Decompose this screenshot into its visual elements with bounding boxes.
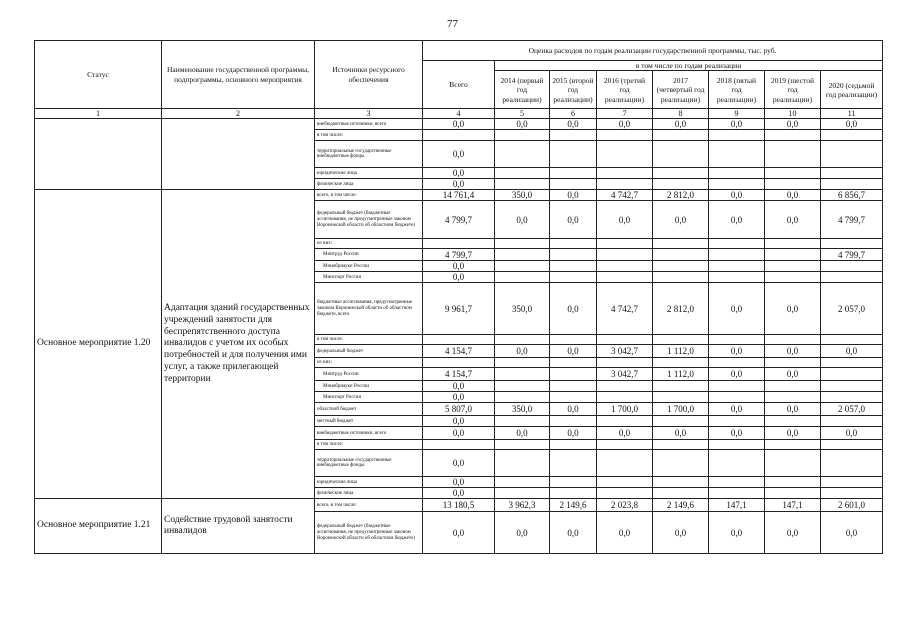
year-value [597,477,653,488]
year-value: 0,0 [495,119,550,130]
source-label: в том числе: [315,335,423,345]
year-value [709,261,765,272]
total-value: 4 154,7 [423,368,495,381]
year-value [765,335,821,345]
col-number: 6 [550,109,597,119]
source-label: Минобрнауки России [315,381,423,392]
source-label: территориальные государственные внебюджетные фонды [315,141,423,168]
total-value: 5 807,0 [423,403,495,416]
year-value [709,130,765,141]
col-number: 9 [709,109,765,119]
year-value [495,368,550,381]
header-status: Статус [35,41,162,109]
year-value: 0,0 [550,427,597,440]
year-value [653,261,709,272]
source-label: Минобрнауки России [315,261,423,272]
year-value [597,335,653,345]
year-value: 0,0 [765,119,821,130]
year-value: 0,0 [550,512,597,554]
year-value [765,249,821,261]
year-value [597,168,653,179]
year-value [550,392,597,403]
year-value: 0,0 [495,345,550,358]
header-total: Всего [423,61,495,109]
year-value: 4 799,7 [821,201,883,239]
year-value [765,168,821,179]
year-value [550,416,597,427]
year-value: 0,0 [709,427,765,440]
year-value [653,239,709,249]
year-value: 0,0 [495,512,550,554]
year-value [550,179,597,190]
year-value [653,179,709,190]
year-value: 0,0 [765,190,821,201]
year-value [495,130,550,141]
year-value [653,440,709,450]
total-value: 0,0 [423,427,495,440]
budget-table [34,40,883,554]
total-value: 0,0 [423,261,495,272]
source-label: федеральный бюджет (бюджетные ассигнования, не предусмотренные законом Воронежской области об областном бюджете) [315,512,423,554]
source-label: из них: [315,358,423,368]
year-value [653,141,709,168]
header-estimate: Оценка расходов по годам реализации государственной программы, тыс. руб. [423,41,883,61]
header-year: 2019 (шестой год реализации) [765,71,821,109]
header-sources: Источники ресурсного обеспечения [315,41,423,109]
header-year: 2015 (второй год реализации) [550,71,597,109]
year-value [653,168,709,179]
total-value: 14 761,4 [423,190,495,201]
year-value: 1 700,0 [653,403,709,416]
year-value [495,440,550,450]
year-value [550,450,597,477]
source-label: Минспорт России [315,392,423,403]
year-value: 0,0 [821,345,883,358]
year-value [821,168,883,179]
year-value: 0,0 [765,201,821,239]
year-value [765,381,821,392]
year-value: 0,0 [765,283,821,335]
source-label: юридические лица [315,477,423,488]
year-value: 350,0 [495,283,550,335]
header-year: 2020 (седьмой год реализации) [821,71,883,109]
year-value: 0,0 [550,119,597,130]
year-value: 0,0 [550,283,597,335]
year-value [821,130,883,141]
year-value: 0,0 [550,201,597,239]
source-label: Минспорт России [315,272,423,283]
status-cell: Основное мероприятие 1.20 [35,190,162,499]
total-value: 4 799,7 [423,201,495,239]
source-label: в том числе: [315,130,423,141]
year-value: 0,0 [709,403,765,416]
year-value: 2 812,0 [653,190,709,201]
year-value [550,168,597,179]
year-value [709,272,765,283]
year-value: 0,0 [709,283,765,335]
year-value: 1 112,0 [653,368,709,381]
year-value: 0,0 [550,345,597,358]
year-value [597,239,653,249]
year-value [495,261,550,272]
source-label: всего, в том числе: [315,499,423,512]
year-value: 4 742,7 [597,190,653,201]
total-value [423,335,495,345]
year-value: 2 023,8 [597,499,653,512]
year-value [709,416,765,427]
year-value [550,358,597,368]
header-year: 2014 (первый год реализации) [495,71,550,109]
year-value [821,450,883,477]
page-number: 77 [447,18,458,30]
year-value: 2 057,0 [821,403,883,416]
source-label: территориальные государственные внебюджетные фонды [315,450,423,477]
total-value: 0,0 [423,450,495,477]
source-label: бюджетные ассигнования, предусмотренные законом Воронежской области об областном бюджете, всего [315,283,423,335]
year-value: 0,0 [653,427,709,440]
year-value: 0,0 [597,512,653,554]
year-value [709,392,765,403]
year-value [765,440,821,450]
year-value [597,416,653,427]
year-value [653,335,709,345]
year-value [765,477,821,488]
total-value: 13 180,5 [423,499,495,512]
source-label: федеральный бюджет (бюджетные ассигнования, не предусмотренные законом Воронежской области об областном бюджете) [315,201,423,239]
year-value [709,335,765,345]
table-row [35,499,883,512]
total-value [423,239,495,249]
year-value [495,179,550,190]
name-cell: Адаптация зданий государственных учреждений занятости для беспрепятственного доступа инвалидов с учетом их особых потребностей и для получения ими услуг, а также прилегающей территории [162,190,315,499]
year-value: 0,0 [821,119,883,130]
year-value [550,381,597,392]
year-value: 4 742,7 [597,283,653,335]
source-label: федеральный бюджет [315,345,423,358]
col-number: 2 [162,109,315,119]
year-value [765,130,821,141]
col-number: 4 [423,109,495,119]
year-value: 0,0 [765,427,821,440]
source-label: юридические лица [315,168,423,179]
col-number: 10 [765,109,821,119]
total-value: 4 154,7 [423,345,495,358]
year-value [495,392,550,403]
year-value: 3 042,7 [597,345,653,358]
source-label: Минтруд России [315,368,423,381]
year-value [495,477,550,488]
year-value [821,141,883,168]
year-value [821,381,883,392]
year-value [765,392,821,403]
status-cell [35,119,162,190]
year-value [709,381,765,392]
year-value [653,358,709,368]
year-value [821,392,883,403]
year-value [495,239,550,249]
source-label: физические лица [315,179,423,190]
total-value [423,130,495,141]
header-including: в том числе по годам реализации [495,61,883,71]
year-value: 1 112,0 [653,345,709,358]
year-value: 2 149,6 [550,499,597,512]
year-value [495,249,550,261]
source-label: в том числе: [315,440,423,450]
year-value [653,272,709,283]
year-value [765,272,821,283]
year-value: 3 962,3 [495,499,550,512]
total-value: 0,0 [423,416,495,427]
year-value [495,358,550,368]
year-value: 0,0 [550,190,597,201]
year-value [765,488,821,499]
year-value: 0,0 [709,345,765,358]
col-number: 3 [315,109,423,119]
source-label: Минтруд России [315,249,423,261]
year-value [821,368,883,381]
year-value [709,141,765,168]
year-value [597,179,653,190]
year-value: 0,0 [821,512,883,554]
year-value: 350,0 [495,403,550,416]
year-value [709,358,765,368]
year-value [597,440,653,450]
year-value [597,381,653,392]
year-value: 0,0 [597,201,653,239]
year-value [495,335,550,345]
col-number: 11 [821,109,883,119]
year-value [550,130,597,141]
year-value [765,450,821,477]
year-value [709,168,765,179]
header-name: Наименование государственной программы, подпрограммы, основного мероприятия [162,41,315,109]
col-number: 5 [495,109,550,119]
year-value [550,440,597,450]
year-value [709,440,765,450]
year-value [550,488,597,499]
source-label: из них: [315,239,423,249]
year-value [495,450,550,477]
year-value [765,416,821,427]
total-value [423,440,495,450]
total-value: 9 961,7 [423,283,495,335]
source-label: физические лица [315,488,423,499]
year-value [821,488,883,499]
year-value [765,261,821,272]
year-value [550,335,597,345]
total-value [423,358,495,368]
year-value: 350,0 [495,190,550,201]
total-value: 0,0 [423,179,495,190]
name-cell: Содействие трудовой занятости инвалидов [162,499,315,554]
year-value [495,141,550,168]
year-value: 2 601,0 [821,499,883,512]
year-value [597,141,653,168]
year-value: 2 149,6 [653,499,709,512]
year-value: 0,0 [653,512,709,554]
source-label: местный бюджет [315,416,423,427]
total-value: 0,0 [423,141,495,168]
year-value [765,141,821,168]
year-value: 0,0 [495,427,550,440]
year-value [765,239,821,249]
header-year: 2017 (четвертый год реализации) [653,71,709,109]
year-value [821,239,883,249]
year-value [821,416,883,427]
year-value [653,477,709,488]
year-value [653,450,709,477]
header-year: 2018 (пятый год реализации) [709,71,765,109]
year-value [709,179,765,190]
year-value [550,272,597,283]
name-cell [162,119,315,190]
year-value [765,179,821,190]
table-row [35,190,883,201]
year-value: 6 856,7 [821,190,883,201]
year-value [550,141,597,168]
year-value [821,272,883,283]
table-row [35,119,883,130]
year-value [550,249,597,261]
year-value [550,261,597,272]
col-number: 8 [653,109,709,119]
year-value: 2 057,0 [821,283,883,335]
year-value: 0,0 [765,368,821,381]
source-label: всего, в том числе: [315,190,423,201]
year-value [821,440,883,450]
year-value [597,261,653,272]
year-value [709,488,765,499]
total-value: 0,0 [423,512,495,554]
source-label: областной бюджет [315,403,423,416]
year-value: 0,0 [709,201,765,239]
year-value: 0,0 [709,190,765,201]
year-value: 0,0 [653,119,709,130]
year-value [821,358,883,368]
year-value: 0,0 [821,427,883,440]
total-value: 4 799,7 [423,249,495,261]
year-value [597,272,653,283]
total-value: 0,0 [423,168,495,179]
year-value [597,488,653,499]
year-value [495,272,550,283]
year-value [597,358,653,368]
year-value: 1 700,0 [597,403,653,416]
year-value: 0,0 [709,512,765,554]
year-value [495,168,550,179]
year-value: 0,0 [709,119,765,130]
year-value [653,488,709,499]
year-value [597,130,653,141]
year-value: 147,1 [765,499,821,512]
year-value [597,392,653,403]
year-value [550,477,597,488]
total-value: 0,0 [423,119,495,130]
year-value: 4 799,7 [821,249,883,261]
year-value: 0,0 [597,427,653,440]
year-value: 0,0 [550,403,597,416]
year-value [821,335,883,345]
year-value: 0,0 [765,345,821,358]
header-year: 2016 (третий год реализации) [597,71,653,109]
year-value: 2 812,0 [653,283,709,335]
year-value [597,450,653,477]
year-value [495,381,550,392]
year-value [597,249,653,261]
total-value: 0,0 [423,272,495,283]
year-value: 3 042,7 [597,368,653,381]
total-value: 0,0 [423,477,495,488]
year-value: 0,0 [495,201,550,239]
year-value [709,249,765,261]
year-value [653,249,709,261]
year-value [495,416,550,427]
total-value: 0,0 [423,381,495,392]
year-value [821,261,883,272]
year-value [550,239,597,249]
year-value: 0,0 [765,403,821,416]
year-value [653,416,709,427]
col-number: 1 [35,109,162,119]
year-value [550,368,597,381]
year-value [653,130,709,141]
total-value: 0,0 [423,488,495,499]
year-value [765,358,821,368]
year-value: 0,0 [765,512,821,554]
status-cell: Основное мероприятие 1.21 [35,499,162,554]
year-value: 0,0 [653,201,709,239]
total-value: 0,0 [423,392,495,403]
year-value [653,381,709,392]
year-value [495,488,550,499]
year-value [709,450,765,477]
year-value: 0,0 [597,119,653,130]
source-label: внебюджетные источники, всего [315,119,423,130]
source-label: внебюджетные источники, всего [315,427,423,440]
year-value [709,239,765,249]
year-value [821,179,883,190]
year-value [709,477,765,488]
col-number: 7 [597,109,653,119]
year-value: 147,1 [709,499,765,512]
year-value: 0,0 [709,368,765,381]
year-value [821,477,883,488]
year-value [653,392,709,403]
